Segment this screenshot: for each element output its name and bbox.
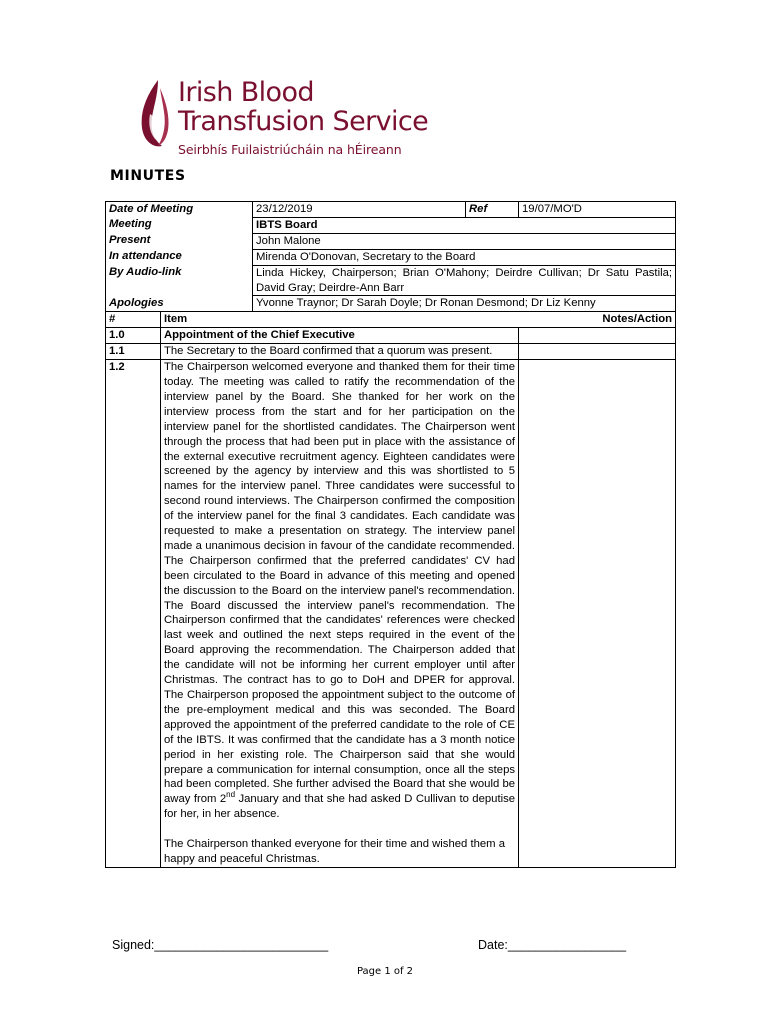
document-title: MINUTES [110, 168, 186, 184]
apologies-label: Apologies [106, 296, 253, 312]
audio-value: Linda Hickey, Chairperson; Brian O'Mahony; Deirdre Cullivan; Dr Satu Pastila; David Gray; Deirdre-Ann Barr [253, 265, 676, 296]
minutes-table [105, 201, 676, 868]
item-closing-text: The Chairperson thanked everyone for their time and wished them a happy and peaceful Christmas. [164, 838, 505, 866]
logo-text-line1: Irish Blood [178, 77, 314, 108]
attendance-value: Mirenda O'Donovan, Secretary to the Board [253, 249, 676, 265]
row-present [106, 233, 676, 249]
item-number: 1.1 [106, 344, 161, 360]
date-value: 23/12/2019 [253, 202, 466, 218]
row-apologies [106, 296, 676, 312]
row-item-1-0 [106, 328, 676, 344]
ordinal-suffix: nd [226, 790, 236, 800]
col-item-header: Item [161, 312, 519, 328]
row-date [106, 202, 676, 218]
row-item-1-1 [106, 344, 676, 360]
item-number: 1.0 [106, 328, 161, 344]
row-meeting [106, 217, 676, 233]
row-items-header [106, 312, 676, 328]
meeting-label: Meeting [106, 217, 253, 233]
ref-label: Ref [466, 202, 519, 218]
item-notes [519, 344, 676, 360]
present-value: John Malone [253, 233, 676, 249]
ref-value: 19/07/MO'D [519, 202, 676, 218]
attendance-label: In attendance [106, 249, 253, 265]
row-audio [106, 265, 676, 296]
item-notes [519, 328, 676, 344]
col-num-header: # [106, 312, 161, 328]
item-notes [519, 360, 676, 868]
date-line: Date:_________________ [478, 938, 627, 952]
row-attendance [106, 249, 676, 265]
meeting-value: IBTS Board [253, 217, 676, 233]
row-item-1-2 [106, 360, 676, 868]
item-title: Appointment of the Chief Executive [161, 328, 519, 344]
logo-text-irish: Seirbhís Fuilaistriúcháin na hÉireann [178, 142, 402, 157]
apologies-value: Yvonne Traynor; Dr Sarah Doyle; Dr Ronan Desmond; Dr Liz Kenny [253, 296, 676, 312]
col-notes-header: Notes/Action [519, 312, 676, 328]
item-text: The Secretary to the Board confirmed that a quorum was present. [161, 344, 519, 360]
item-text-tail: January and that she had asked D Cullivan to deputise for her, in her absence. [164, 793, 516, 821]
present-label: Present [106, 233, 253, 249]
signature-line: Signed:_________________________ [112, 938, 329, 952]
page-number: Page 1 of 2 [356, 966, 414, 977]
ibts-logo [138, 78, 428, 160]
blood-drop-icon [138, 78, 172, 150]
date-label: Date of Meeting [106, 202, 253, 218]
item-number: 1.2 [106, 360, 161, 868]
item-text [161, 360, 519, 868]
audio-label: By Audio-link [106, 265, 253, 296]
item-text-main: The Chairperson welcomed everyone and thanked them for their time today. The meeting was called to ratify the recommendation of the interview panel by the Board. She thanked for her work on the interview process from the start and for her participation on the interview panel for the shortlisted candidates. The Chairperson went through the process that had been put in place with the assistance of the external executive recruitment agency. Eighteen candidates were screened by the agency by interview and this was shortlisted to 5 names for the interview panel. Three candidates were successful to second round interviews. The Chairperson confirmed the composition of the interview panel for the final 3 candidates. Each candidate was requested to make a presentation on strategy. The interview panel made a unanimous decision in favour of the candidate recommended. The Chairperson confirmed that the preferred candidates' CV had been circulated to the Board in advance of this meeting and opened the discussion to the Board on the interview panel's recommendation. The Board discussed the interview panel's recommendation. The Chairperson confirmed that the candidates' references were checked last week and outlined the next steps required in the event of the Board approving the recommendation. The Chairperson added that the candidate will not be informing her current employer until after Christmas. The contract has to go to DoH and DPER for approval. The Chairperson proposed the appointment subject to the outcome of the pre-employment medical and this was seconded. The Board approved the appointment of the preferred candidate to the role of CE of the IBTS. It was confirmed that the candidate has a 3 month notice period in her existing role. The Chairperson said that she would prepare a communication for internal consumption, once all the steps had been completed. She further advised the Board that she would be away from 2 [164, 361, 516, 806]
logo-text-line2: Transfusion Service [178, 106, 429, 137]
